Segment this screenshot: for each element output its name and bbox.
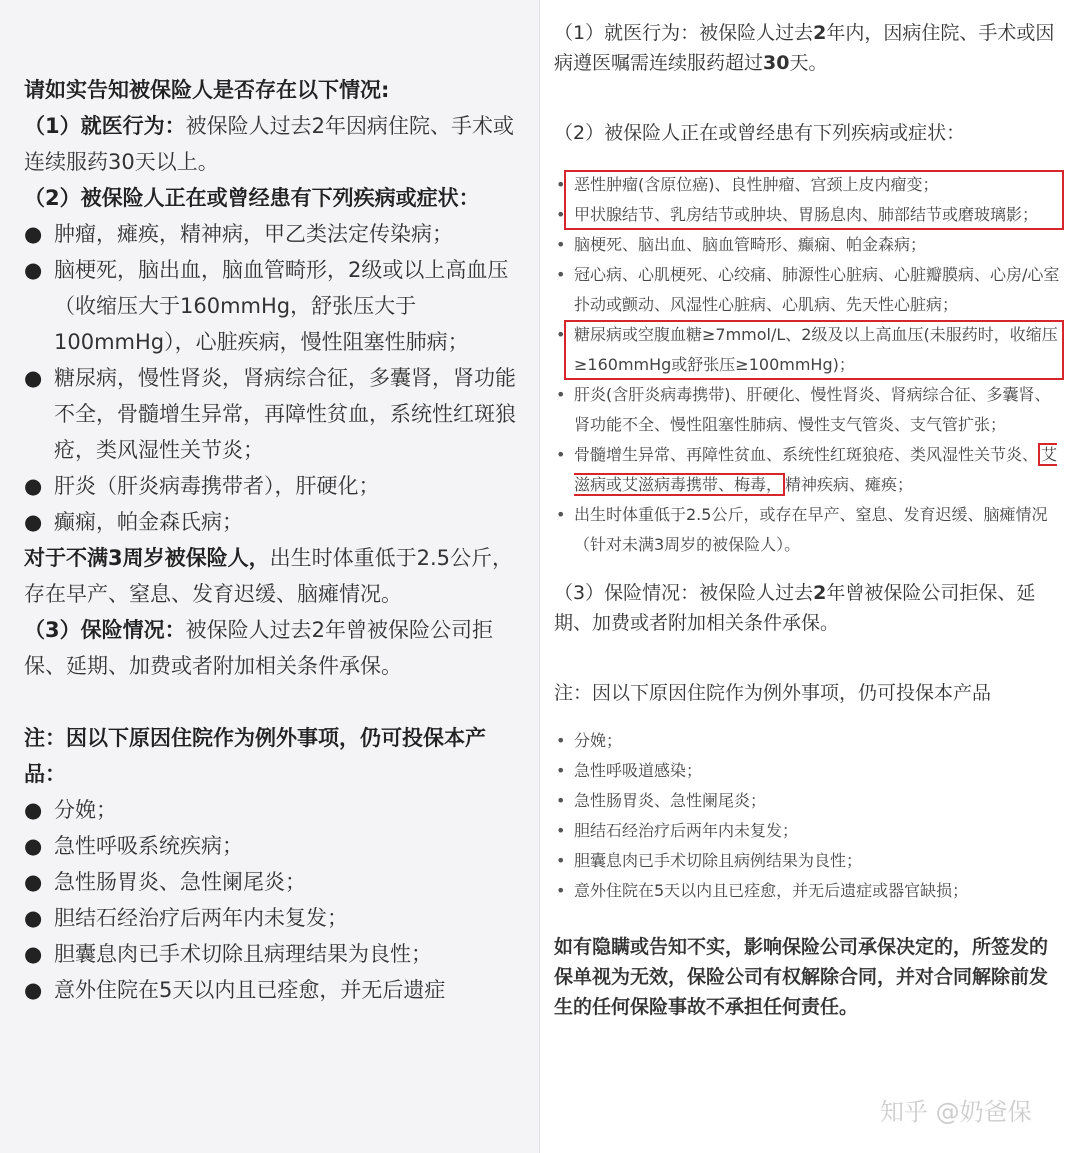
- marrow-post: 精神疾病、瘫痪；: [785, 475, 914, 494]
- spacer: [24, 684, 526, 720]
- list-item: • 冠心病、心肌梗死、心绞痛、肺源性心脏病、心脏瓣膜病、心房/心室扑动或颤动、风湿性心脏病、心肌病、先天性心脏病；: [554, 260, 1062, 320]
- left-section-2-title: （2）被保险人正在或曾经患有下列疾病或症状：: [24, 186, 480, 210]
- list-item: • 急性呼吸道感染；: [554, 756, 1062, 786]
- list-item: ● 糖尿病，慢性肾炎，肾病综合征，多囊肾，肾功能不全，骨髓增生异常，再障性贫血，系统性红斑狼疮，类风湿性关节炎；: [24, 360, 526, 468]
- left-disease-list: [24, 216, 526, 540]
- highlight-box-diabetes: [554, 320, 1062, 380]
- right-section-3: [554, 578, 1062, 638]
- right-s3-prefix: （3）保险情况：被保险人过去: [554, 582, 814, 604]
- watermark: 知乎 @奶爸保: [880, 1098, 1032, 1126]
- right-s1-mid: 年内，因病住院、手术或因病遵医嘱需连续服药超过: [554, 22, 1055, 74]
- right-exception-list: [554, 726, 1062, 906]
- highlight-inline-aids: 艾滋病或艾滋病毒携带、梅毒，: [574, 445, 1058, 494]
- spacer: [554, 708, 1062, 726]
- left-infant-text: 出生时体重低于2.5公斤，存在早产、窒息、发育迟缓、脑瘫情况。: [24, 546, 514, 606]
- right-s1-suffix: 天。: [789, 52, 828, 74]
- left-section-3-title: （3）保险情况：: [24, 618, 186, 642]
- highlight-box-tumors: [554, 170, 1062, 230]
- list-item: • 甲状腺结节、乳房结节或肿块、胃肠息肉、肺部结节或磨玻璃影；: [554, 200, 1062, 230]
- left-note: 注：因以下原因住院作为例外事项，仍可投保本产品：: [24, 726, 486, 786]
- list-item: ● 癫痫，帕金森氏病；: [24, 504, 526, 540]
- right-s3-suffix: 年曾被保险公司拒保、延期、加费或者附加相关条件承保。: [554, 582, 1036, 634]
- list-item: • 意外住院在5天以内且已痊愈，并无后遗症或器官缺损；: [554, 876, 1062, 906]
- list-item: ● 胆囊息肉已手术切除且病理结果为良性；: [24, 936, 526, 972]
- left-section-1-text: 被保险人过去2年因病住院、手术或连续服药30天以上。: [24, 114, 514, 174]
- list-item: ● 肿瘤，瘫痪，精神病，甲乙类法定传染病；: [24, 216, 526, 252]
- list-item: • 分娩；: [554, 726, 1062, 756]
- list-item: • 急性肠胃炎、急性阑尾炎；: [554, 786, 1062, 816]
- spacer: [554, 906, 1062, 932]
- list-item: • 出生时体重低于2.5公斤，或存在早产、窒息、发育迟缓、脑瘫情况（针对未满3周岁的被保险人）。: [554, 500, 1062, 560]
- list-item: [554, 440, 1062, 500]
- right-s3-bold: 2: [813, 582, 827, 604]
- spacer: [554, 560, 1062, 578]
- spacer: [554, 78, 1062, 118]
- list-item: • 糖尿病或空腹血糖≥7mmol/L、2级及以上高血压(未服药时，收缩压≥160mmHg或舒张压≥100mmHg)；: [554, 320, 1062, 380]
- left-section-3: [24, 612, 526, 684]
- left-section-3-text: 被保险人过去2年曾被保险公司拒保、延期、加费或者附加相关条件承保。: [24, 618, 493, 678]
- list-item: ● 急性肠胃炎、急性阑尾炎；: [24, 864, 526, 900]
- right-panel: [540, 0, 1080, 1153]
- right-section-1: [554, 18, 1062, 78]
- right-section-2-title: （2）被保险人正在或曾经患有下列疾病或症状：: [554, 122, 966, 144]
- left-exception-list: [24, 792, 526, 1008]
- right-s1-bold: 2: [813, 22, 827, 44]
- marrow-pre: 骨髓增生异常、再障性贫血、系统性红斑狼疮、类风湿性关节炎、: [574, 445, 1039, 464]
- list-item: • 肝炎(含肝炎病毒携带)、肝硬化、慢性肾炎、肾病综合征、多囊肾、肾功能不全、慢性阻塞性肺病、慢性支气管炎、支气管扩张；: [554, 380, 1062, 440]
- right-disease-list: [554, 170, 1062, 560]
- left-infant-bold: 对于不满3周岁被保险人，: [24, 546, 270, 570]
- list-item: • 胆囊息肉已手术切除且病例结果为良性；: [554, 846, 1062, 876]
- left-infant: [24, 540, 526, 612]
- list-item: • 恶性肿瘤(含原位癌)、良性肿瘤、宫颈上皮内瘤变；: [554, 170, 1062, 200]
- list-item: ● 胆结石经治疗后两年内未复发；: [24, 900, 526, 936]
- spacer: [554, 148, 1062, 170]
- right-s1-bold2: 30: [763, 52, 790, 74]
- spacer: [554, 638, 1062, 678]
- list-item: ● 意外住院在5天以内且已痊愈，并无后遗症: [24, 972, 526, 1008]
- left-section-1: [24, 108, 526, 180]
- right-s1-prefix: （1）就医行为：被保险人过去: [554, 22, 814, 44]
- list-item: • 脑梗死、脑出血、脑血管畸形、癫痫、帕金森病；: [554, 230, 1062, 260]
- right-final-statement: 如有隐瞒或告知不实，影响保险公司承保决定的，所签发的保单视为无效，保险公司有权解除合同，并对合同解除前发生的任何保险事故不承担任何责任。: [554, 936, 1049, 1018]
- left-section-1-title: （1）就医行为：: [24, 114, 186, 138]
- list-item: ● 肝炎（肝炎病毒携带者），肝硬化；: [24, 468, 526, 504]
- list-item: • 胆结石经治疗后两年内未复发；: [554, 816, 1062, 846]
- list-item: ● 急性呼吸系统疾病；: [24, 828, 526, 864]
- list-item: ● 分娩；: [24, 792, 526, 828]
- left-intro: 请如实告知被保险人是否存在以下情况:: [24, 78, 390, 102]
- list-item: ● 脑梗死，脑出血，脑血管畸形，2级或以上高血压（收缩压大于160mmHg，舒张压大于100mmHg），心脏疾病，慢性阻塞性肺病；: [24, 252, 526, 360]
- right-note: 注：因以下原因住院作为例外事项，仍可投保本产品: [554, 682, 992, 704]
